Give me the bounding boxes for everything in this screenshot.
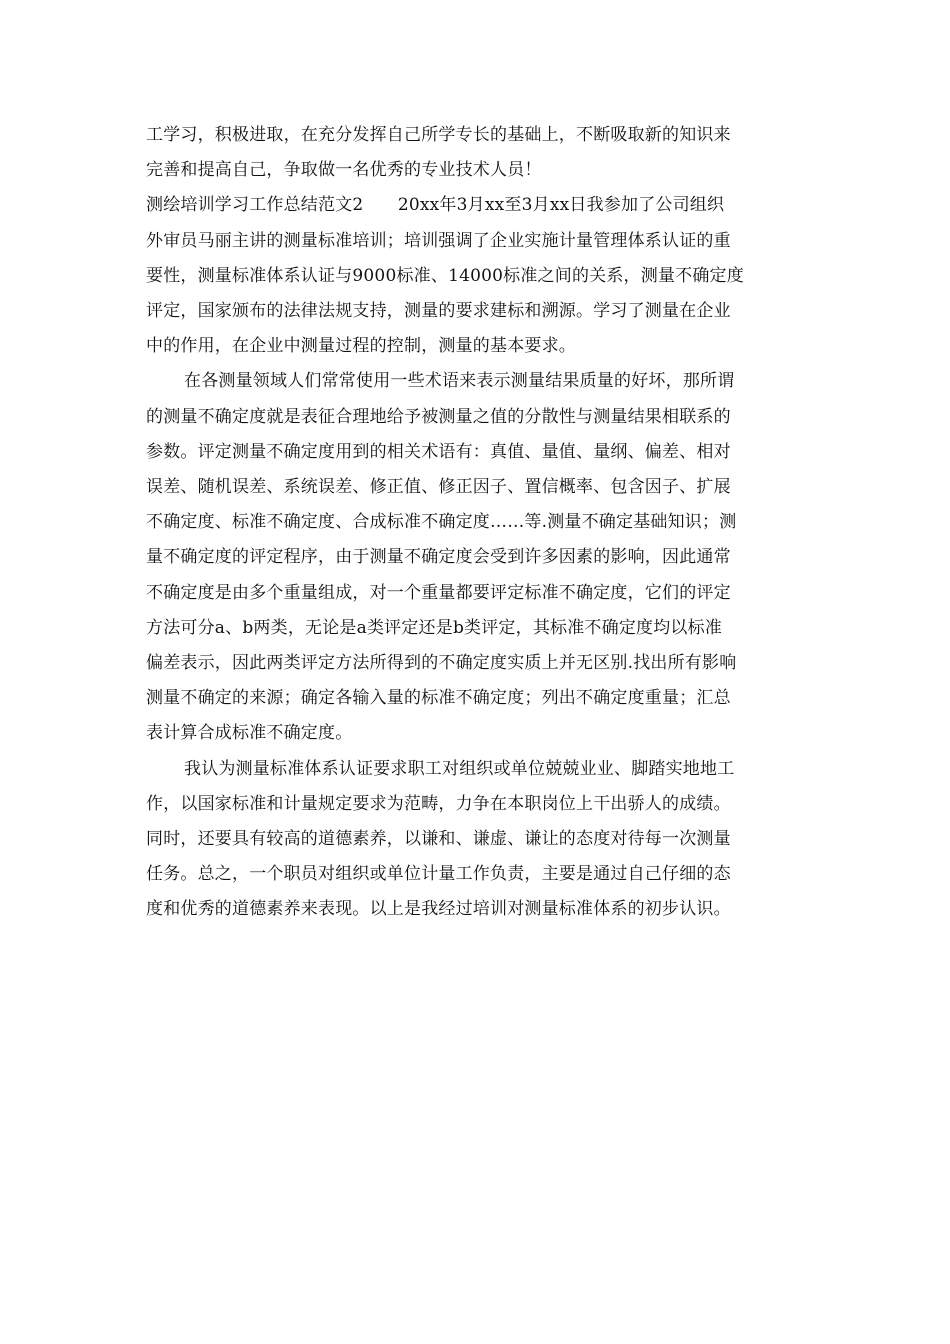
text-line: 方法可分a、b两类，无论是a类评定还是b类评定，其标准不确定度均以标准 (146, 617, 723, 638)
text-line: 量不确定度的评定程序，由于测量不确定度会受到许多因素的影响，因此通常 (146, 547, 731, 568)
text-line: 要性，测量标准体系认证与9000标准、14000标准之间的关系，测量不确定度 (146, 265, 744, 286)
text-line: 误差、随机误差、系统误差、修正值、修正因子、置信概率、包含因子、扩展 (146, 477, 731, 498)
text-line: 偏差表示，因此两类评定方法所得到的不确定度实质上并无区别.找出所有影响 (146, 653, 737, 674)
text-line: 同时，还要具有较高的道德素养，以谦和、谦虚、谦让的态度对待每一次测量 (146, 829, 731, 850)
text-line: 作，以国家标准和计量规定要求为范畴，力争在本职岗位上干出骄人的成绩。 (146, 793, 731, 814)
text-line: 完善和提高自己，争取做一名优秀的专业技术人员！ (146, 160, 542, 181)
text-line: 任务。总之，一个职员对组织或单位计量工作负责，主要是通过自己仔细的态 (146, 864, 731, 885)
text-line: 表计算合成标准不确定度。 (146, 723, 353, 744)
text-line: 测绘培训学习工作总结范文2 20xx年3月xx至3月xx日我参加了公司组织 (146, 195, 725, 216)
text-line: 中的作用，在企业中测量过程的控制，测量的基本要求。 (146, 336, 576, 357)
text-line: 不确定度是由多个重量组成，对一个重量都要评定标准不确定度，它们的评定 (146, 582, 731, 603)
text-line: 测量不确定的来源；确定各输入量的标准不确定度；列出不确定度重量；汇总 (146, 688, 731, 709)
text-line: 参数。评定测量不确定度用到的相关术语有：真值、量值、量纲、偏差、相对 (146, 441, 731, 462)
text-line: 评定，国家颁布的法律法规支持，测量的要求建标和溯源。学习了测量在企业 (146, 301, 731, 322)
paragraph-first-line: 我认为测量标准体系认证要求职工对组织或单位兢兢业业、脚踏实地地工 (184, 758, 735, 779)
text-line: 不确定度、标准不确定度、合成标准不确定度……等.测量不确定基础知识；测 (146, 512, 737, 533)
document-body (146, 118, 806, 928)
paragraph-first-line: 在各测量领域人们常常使用一些术语来表示测量结果质量的好坏，那所谓 (184, 371, 735, 392)
text-line: 的测量不确定度就是表征合理地给予被测量之值的分散性与测量结果相联系的 (146, 406, 731, 427)
text-line: 工学习，积极进取，在充分发挥自己所学专长的基础上，不断吸取新的知识来 (146, 125, 731, 145)
text-line: 外审员马丽主讲的测量标准培训；培训强调了企业实施计量管理体系认证的重 (146, 230, 731, 251)
text-line: 度和优秀的道德素养来表现。以上是我经过培训对测量标准体系的初步认识。 (146, 899, 731, 920)
